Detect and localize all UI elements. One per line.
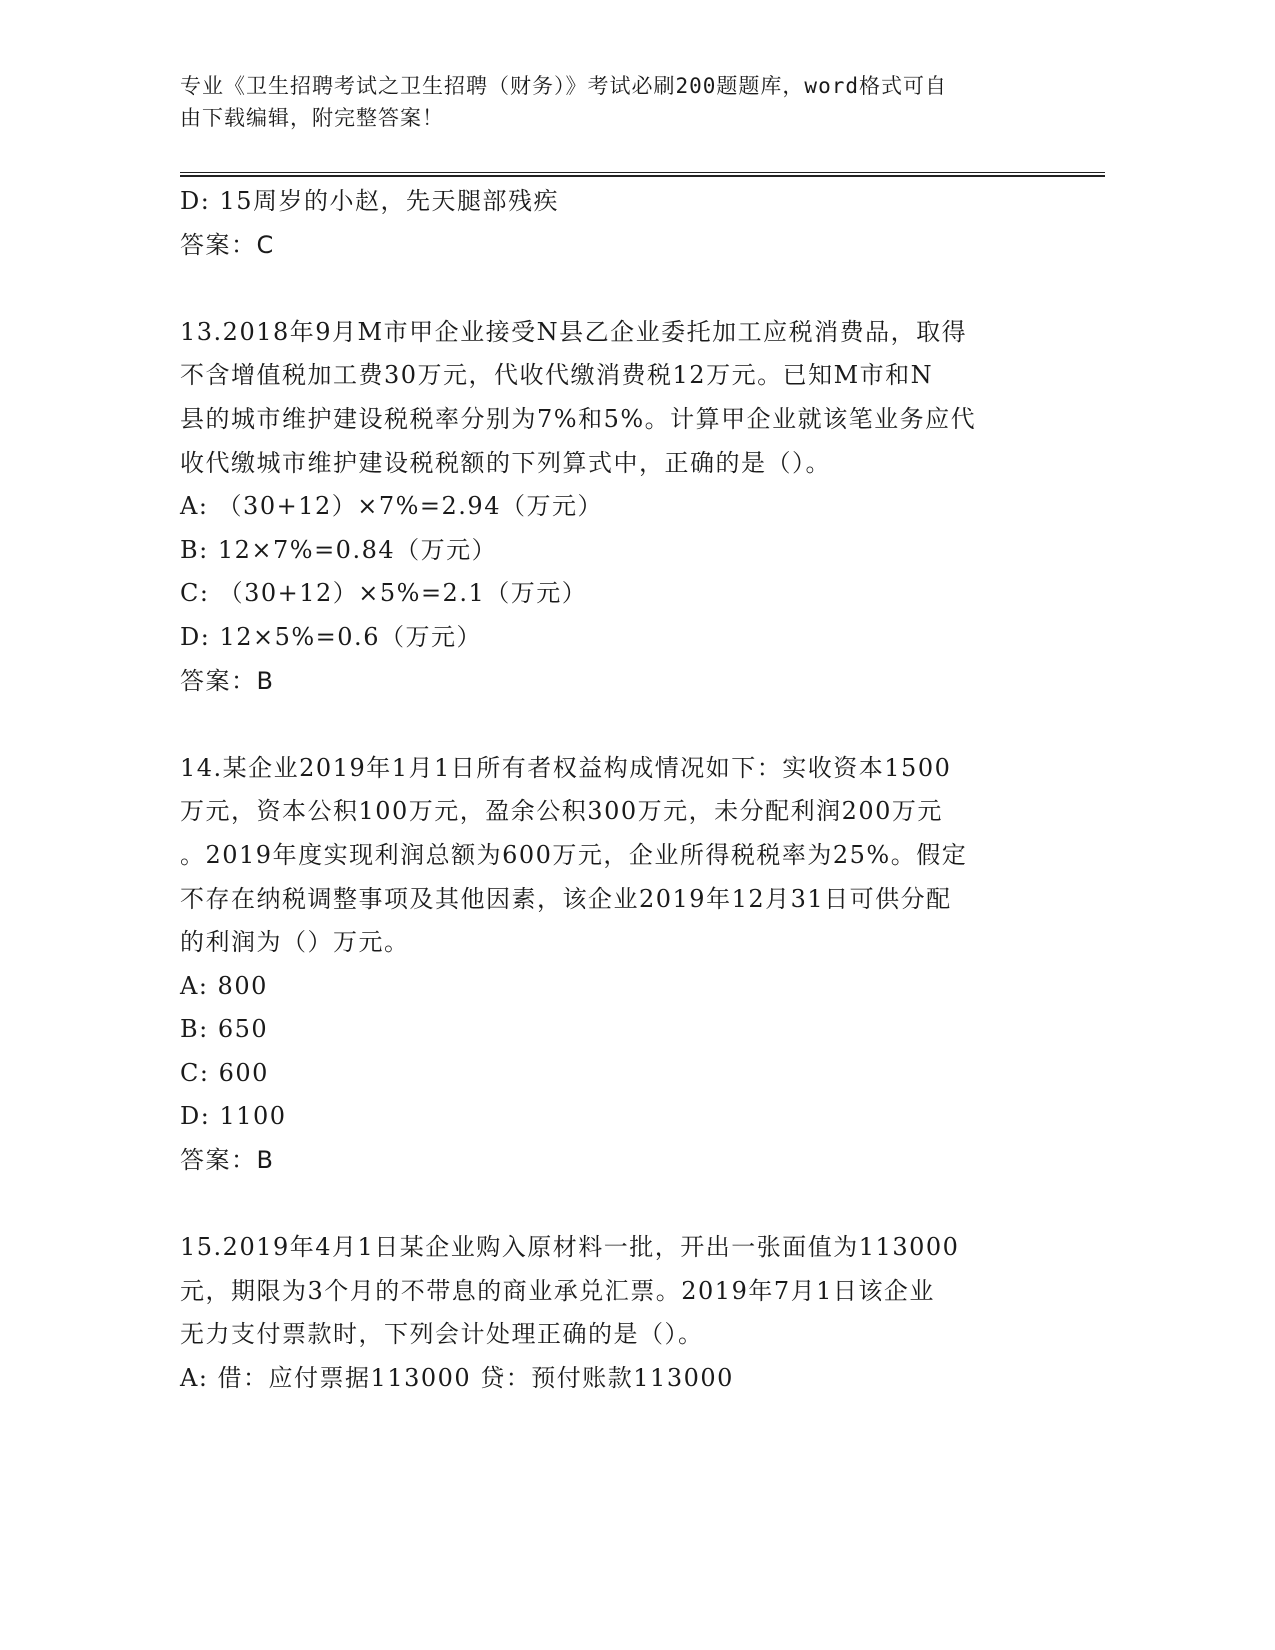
spacer	[180, 703, 1040, 747]
q14-answer: 答案：B	[180, 1146, 275, 1175]
q14-stem-line: 14.某企业2019年1月1日所有者权益构成情况如下：实收资本1500	[180, 753, 952, 782]
header-divider-thin	[180, 172, 1105, 173]
question-13	[180, 311, 1040, 703]
question-14	[180, 747, 1040, 1183]
q13-option-d: D: 12×5%=0.6（万元）	[180, 622, 482, 651]
q15-stem-line: 无力支付票款时，下列会计处理正确的是（）。	[180, 1320, 704, 1349]
q15-stem-line: 元，期限为3个月的不带息的商业承兑汇票。2019年7月1日该企业	[180, 1276, 935, 1305]
q13-stem-line: 收代缴城市维护建设税税额的下列算式中，正确的是（）。	[180, 448, 831, 477]
q12-option-d: D: 15周岁的小赵，先天腿部残疾	[180, 187, 559, 215]
header-divider-thick	[180, 175, 1105, 177]
q14-option-c: C: 600	[180, 1058, 269, 1087]
q15-stem-line: 15.2019年4月1日某企业购入原材料一批，开出一张面值为113000	[180, 1233, 960, 1262]
q12-answer: 答案：C	[180, 230, 275, 259]
spacer	[180, 1183, 1040, 1227]
q13-option-b: B: 12×7%=0.84（万元）	[180, 535, 498, 564]
q13-option-a: A: （30+12）×7%=2.94（万元）	[180, 492, 603, 521]
header-line-2: 由下载编辑，附完整答案！	[180, 106, 444, 130]
q14-option-b: B: 650	[180, 1015, 269, 1044]
q13-answer: 答案：B	[180, 666, 275, 695]
q13-stem-line: 县的城市维护建设税税率分别为7%和5%。计算甲企业就该笔业务应代	[180, 404, 977, 433]
q14-stem-line: 的利润为（）万元。	[180, 928, 410, 957]
document-body	[180, 180, 1040, 1401]
question-15	[180, 1226, 1040, 1400]
q14-option-d: D: 1100	[180, 1102, 287, 1131]
q14-stem-line: 。2019年度实现利润总额为600万元，企业所得税税率为25%。假定	[180, 840, 968, 869]
q13-option-c: C: （30+12）×5%=2.1（万元）	[180, 579, 588, 608]
q13-stem-line: 13.2018年9月M市甲企业接受N县乙企业委托加工应税消费品，取得	[180, 317, 968, 346]
q14-stem-line: 万元，资本公积100万元，盈余公积300万元，未分配利润200万元	[180, 797, 943, 826]
q14-stem-line: 不存在纳税调整事项及其他因素，该企业2019年12月31日可供分配	[180, 884, 952, 913]
spacer	[180, 267, 1040, 311]
q13-stem-line: 不含增值税加工费30万元，代收代缴消费税12万元。已知M市和N	[180, 361, 934, 390]
document-header	[180, 70, 1040, 134]
q14-option-a: A: 800	[180, 971, 268, 1000]
header-line-1: 专业《卫生招聘考试之卫生招聘（财务）》考试必刷200题题库，word格式可自	[180, 74, 947, 98]
q15-option-a: A: 借：应付票据113000 贷：预付账款113000	[180, 1364, 734, 1393]
